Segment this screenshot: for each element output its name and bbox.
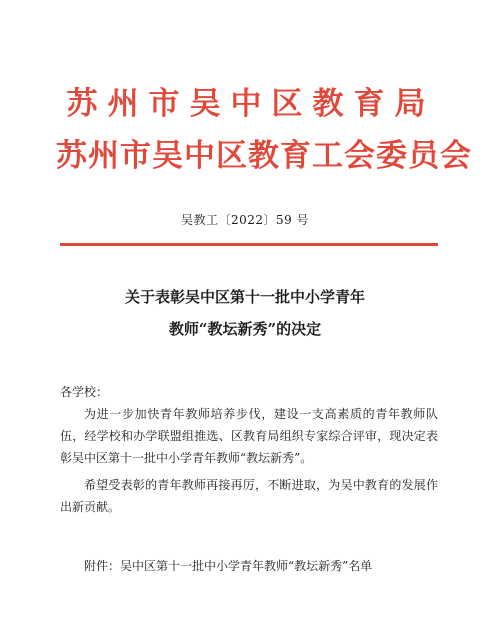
- document-title-line1: 关于表彰吴中区第十一批中小学青年: [124, 288, 365, 306]
- document-number: 吴教工〔2022〕59 号: [180, 213, 310, 227]
- attachment-note: 附件：吴中区第十一批中小学青年教师“教坛新秀”名单: [84, 559, 373, 573]
- document-title-line2: 教师“教坛新秀”的决定: [168, 320, 322, 338]
- body-paragraph-1: 为进一步加快青年教师培养步伐，建设一支高素质的青年教师队伍，经学校和办学联盟组推选、区教育局组织专家综合评审，现决定表彰吴中区第十一批中小学青年教师“教坛新秀”。: [60, 407, 438, 465]
- salutation: 各学校：: [60, 385, 109, 399]
- red-divider-line: [60, 243, 438, 246]
- body-paragraph-2: 希望受表彰的青年教师再接再厉，不断进取，为吴中教育的发展作出新贡献。: [60, 478, 438, 514]
- issuing-org-union-committee: 苏州市吴中区教育工会委员会: [56, 138, 472, 174]
- issuing-org-education-bureau: 苏州市吴中区教育局: [66, 86, 436, 122]
